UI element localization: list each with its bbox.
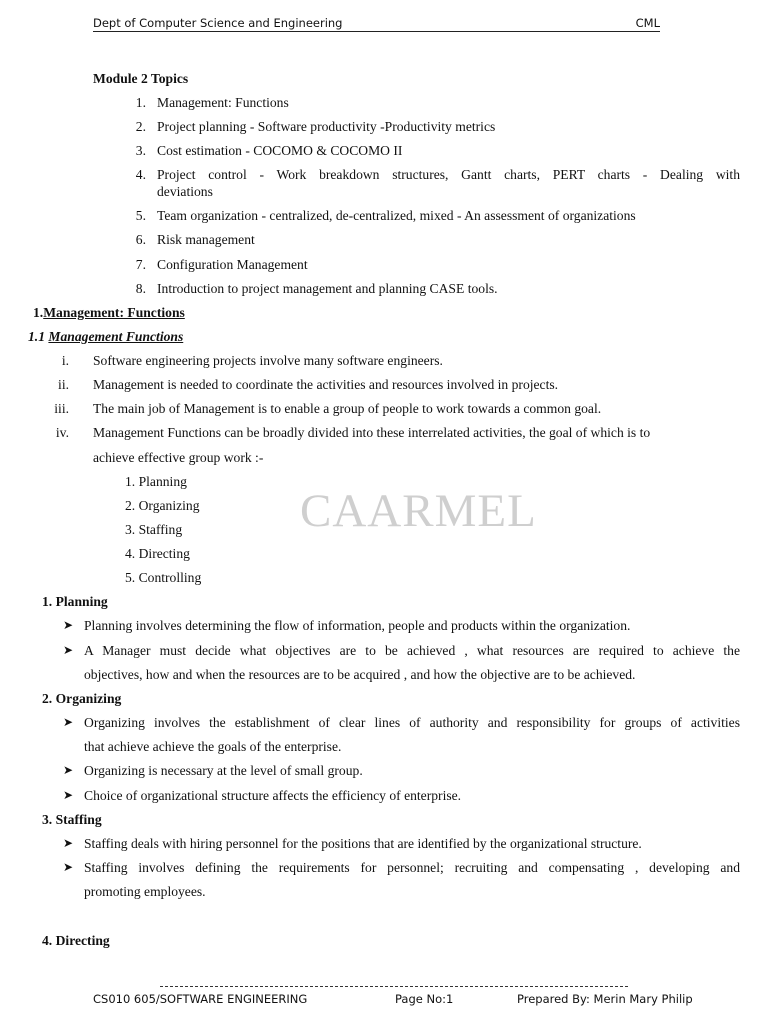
topic-item: Management: Functions (157, 95, 289, 110)
function-item: 2. Organizing (125, 498, 200, 513)
planning-bullet: Planning involves determining the flow of information, people and products within the organization. (84, 618, 631, 633)
staffing-bullet-continuation: promoting employees. (84, 884, 206, 899)
roman-item: Management Functions can be broadly divided into these interrelated activities, the goal of which is to (93, 425, 651, 440)
topic-num: 7. (135, 257, 146, 272)
topic-num: 3. (135, 143, 146, 158)
roman-num: iii. (54, 401, 69, 416)
topic-item-continuation: deviations (157, 184, 213, 199)
footer-author: Prepared By: Merin Mary Philip (517, 992, 693, 1006)
arrow-bullet-icon: ➤ (63, 860, 74, 874)
topic-num: 5. (135, 208, 146, 223)
topic-item: Project control - Work breakdown structures, Gantt charts, PERT charts - Dealing with (157, 167, 740, 182)
roman-item: The main job of Management is to enable a group of people to work towards a common goal. (93, 401, 602, 416)
topic-item: Team organization - centralized, de-centralized, mixed - An assessment of organizations (157, 208, 636, 223)
topic-num: 4. (135, 167, 146, 182)
topic-item: Cost estimation - COCOMO & COCOMO II (157, 143, 403, 158)
subsection-heading (28, 328, 183, 345)
topic-item: Configuration Management (157, 257, 308, 272)
organizing-bullet: Organizing involves the establishment of clear lines of authority and responsibility for groups of activities (84, 715, 740, 730)
subsection-number: 1.1 (28, 329, 45, 344)
arrow-bullet-icon: ➤ (63, 618, 74, 632)
planning-heading: 1. Planning (42, 594, 108, 609)
arrow-bullet-icon: ➤ (63, 763, 74, 777)
topic-item: Risk management (157, 232, 255, 247)
staffing-heading: 3. Staffing (42, 812, 102, 827)
roman-num: iv. (55, 425, 69, 440)
planning-bullet: A Manager must decide what objectives are to be achieved , what resources are required to achieve the (84, 643, 740, 658)
roman-item-continuation: achieve effective group work :- (93, 450, 264, 465)
subsection-title: Management Functions (48, 329, 184, 344)
topic-num: 2. (135, 119, 146, 134)
organizing-bullet: Organizing is necessary at the level of small group. (84, 763, 363, 778)
arrow-bullet-icon: ➤ (63, 836, 74, 850)
function-item: 4. Directing (125, 546, 190, 561)
staffing-bullet: Staffing involves defining the requirements for personnel; recruiting and compensating , developing and (84, 860, 740, 875)
arrow-bullet-icon: ➤ (63, 643, 74, 657)
footer-page-number: Page No:1 (395, 992, 454, 1006)
roman-num: i. (61, 353, 69, 368)
section-title: Management: Functions (43, 305, 185, 320)
section-number: 1. (33, 305, 44, 320)
staffing-bullet: Staffing deals with hiring personnel for the positions that are identified by the organizational structure. (84, 836, 642, 851)
module-title: Module 2 Topics (93, 71, 189, 86)
topic-item: Project planning - Software productivity -Productivity metrics (157, 119, 496, 134)
footer-divider (160, 986, 628, 987)
function-item: 5. Controlling (125, 570, 202, 585)
section-heading (33, 304, 185, 321)
function-item: 3. Staffing (125, 522, 183, 537)
arrow-bullet-icon: ➤ (63, 715, 74, 729)
organizing-bullet: Choice of organizational structure affects the efficiency of enterprise. (84, 788, 462, 803)
roman-item: Management is needed to coordinate the activities and resources involved in projects. (93, 377, 559, 392)
header-org: CML (635, 16, 660, 30)
page-header (93, 16, 660, 32)
topic-num: 8. (135, 281, 146, 296)
topic-num: 6. (135, 232, 146, 247)
topic-num: 1. (135, 95, 146, 110)
organizing-heading: 2. Organizing (42, 691, 122, 706)
organizing-bullet-continuation: that achieve achieve the goals of the enterprise. (84, 739, 342, 754)
topic-item: Introduction to project management and planning CASE tools. (157, 281, 498, 296)
roman-num: ii. (58, 377, 69, 392)
arrow-bullet-icon: ➤ (63, 788, 74, 802)
footer-course: CS010 605/SOFTWARE ENGINEERING (93, 992, 308, 1006)
watermark: CAARMEL (300, 485, 537, 537)
planning-bullet-continuation: objectives, how and when the resources are to be acquired , and how the objective are to be achieved. (84, 667, 636, 682)
header-dept: Dept of Computer Science and Engineering (93, 16, 343, 30)
function-item: 1. Planning (125, 474, 187, 489)
directing-heading: 4. Directing (42, 933, 110, 948)
roman-item: Software engineering projects involve many software engineers. (93, 353, 443, 368)
